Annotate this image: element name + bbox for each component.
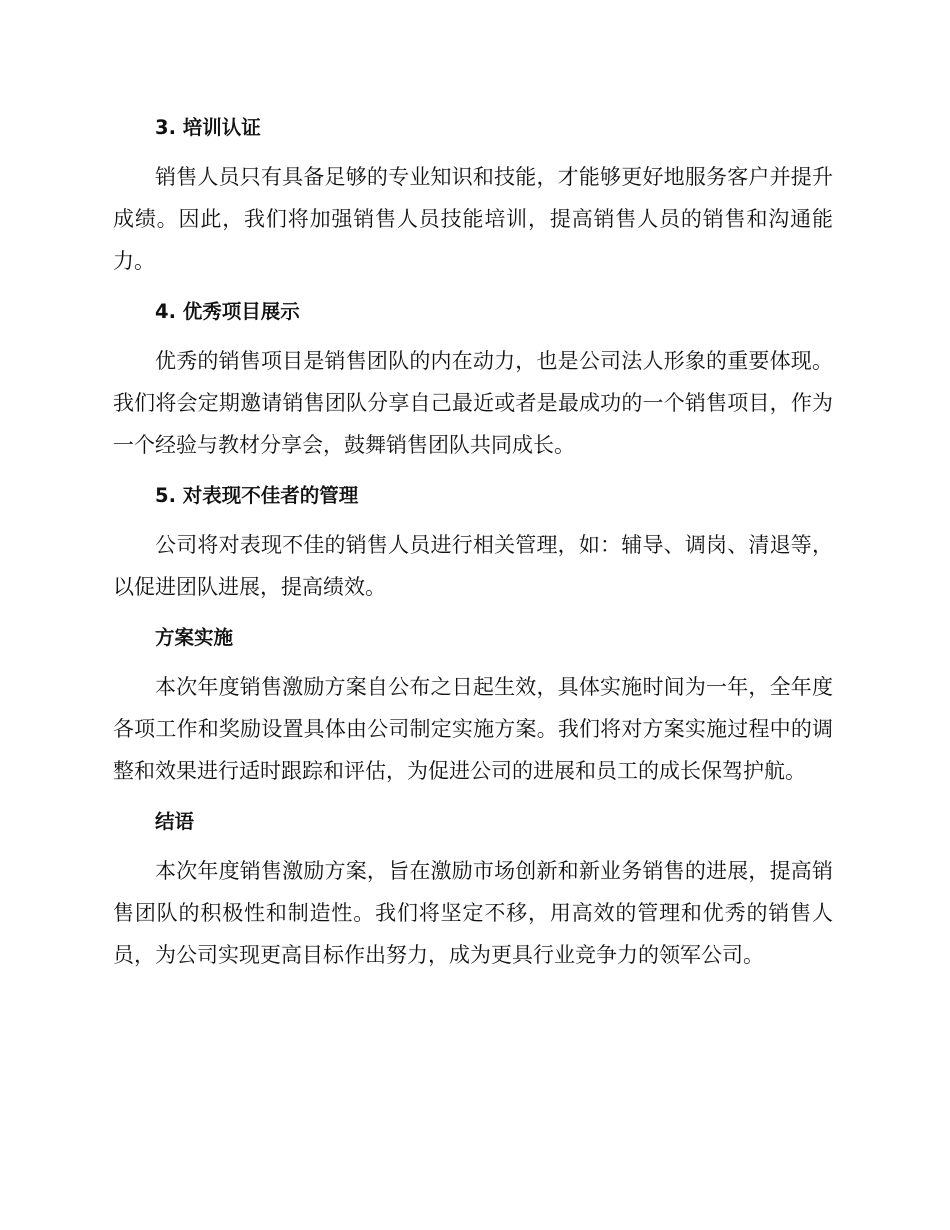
section-heading-training: 3. 培训认证 (155, 116, 261, 139)
section-heading-underperformer-management: 5. 对表现不佳者的管理 (155, 484, 359, 507)
section-heading-implementation: 方案实施 (155, 626, 234, 649)
section-body-project-showcase: 优秀的销售项目是销售团队的内在动力，也是公司法人形象的重要体现。我们将会定期邀请销售团队分享自己最近或者是最成功的一个销售项目，作为一个经验与教材分享会，鼓舞销售团队共同成长。 (113, 349, 833, 457)
section-body-underperformer-management: 公司将对表现不佳的销售人员进行相关管理，如：辅导、调岗、清退等，以促进团队进展，提高绩效。 (113, 533, 833, 599)
section-body-implementation: 本次年度销售激励方案自公布之日起生效，具体实施时间为一年，全年度各项工作和奖励设置具体由公司制定实施方案。我们将对方案实施过程中的调整和效果进行适时跟踪和评估，为促进公司的进展和员工的成长保驾护航。 (113, 675, 833, 783)
section-body-conclusion: 本次年度销售激励方案，旨在激励市场创新和新业务销售的进展，提高销售团队的积极性和制造性。我们将坚定不移，用高效的管理和优秀的销售人员，为公司实现更高目标作出努力，成为更具行业竞争力的领军公司。 (113, 859, 833, 967)
document-page (113, 108, 833, 986)
section-heading-project-showcase: 4. 优秀项目展示 (155, 300, 300, 323)
section-body-training: 销售人员只有具备足够的专业知识和技能，才能够更好地服务客户并提升成绩。因此，我们将加强销售人员技能培训，提高销售人员的销售和沟通能力。 (113, 165, 833, 273)
section-heading-conclusion: 结语 (155, 810, 195, 833)
